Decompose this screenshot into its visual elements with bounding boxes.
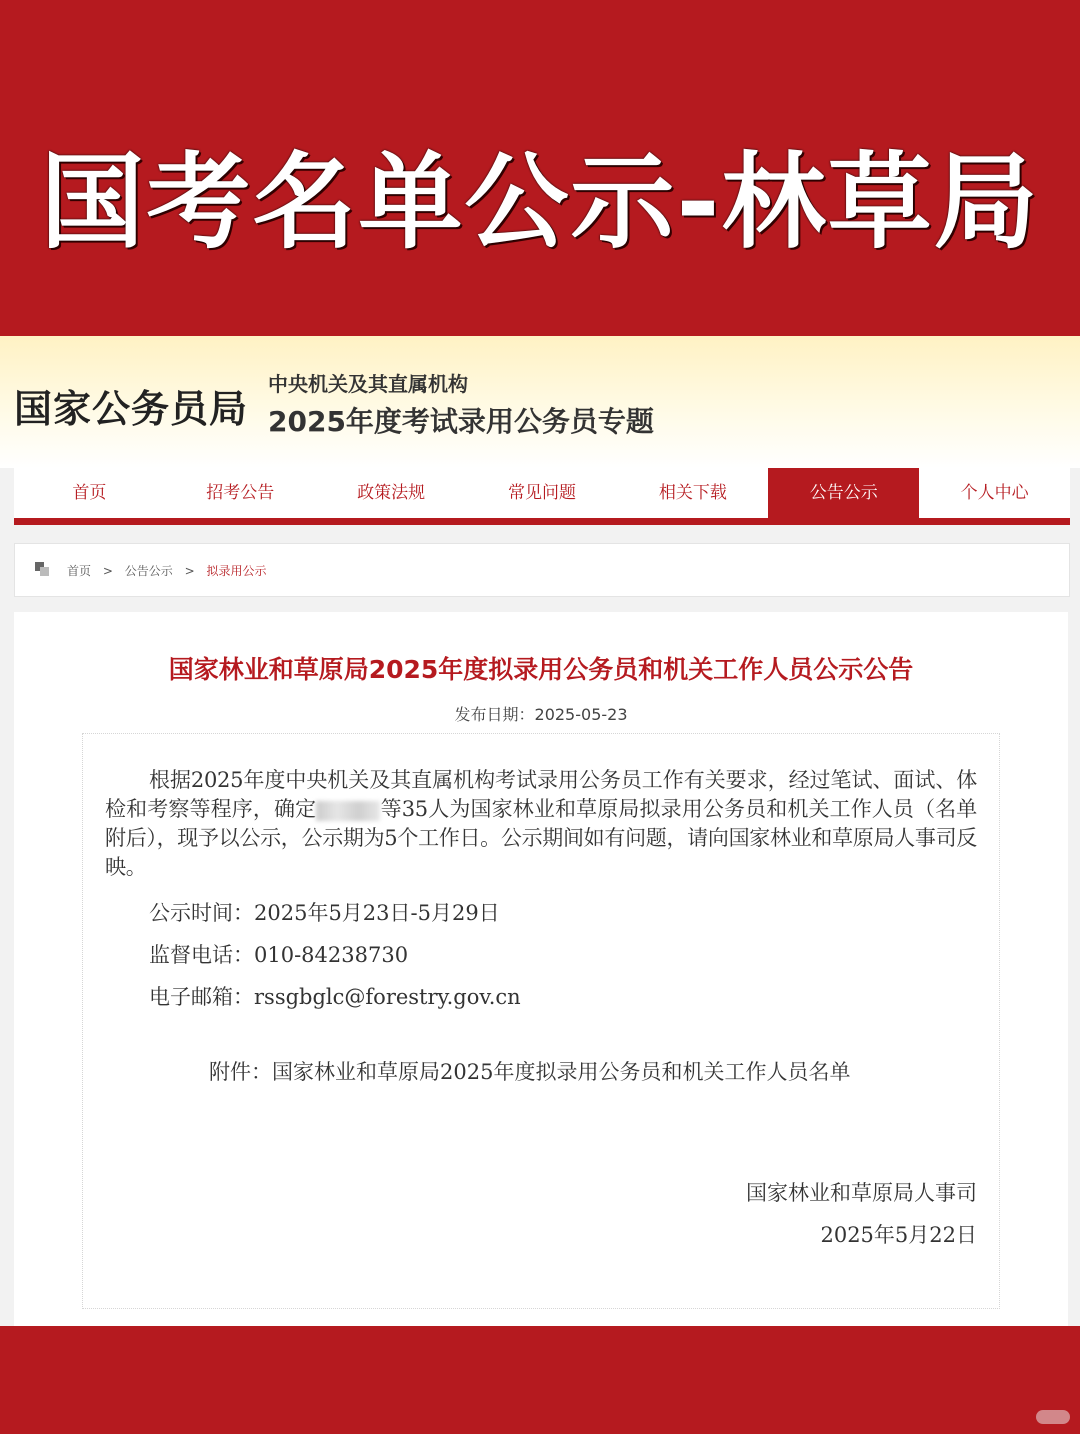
period-label: 公示时间：: [149, 901, 254, 925]
watermark-badge: [1036, 1410, 1070, 1424]
breadcrumb: [14, 543, 1070, 597]
location-icon: [35, 562, 49, 576]
article-body: [82, 733, 1000, 1309]
nav-item-home[interactable]: 首页: [72, 483, 107, 503]
site-subtitle: 中央机关及其直属机构: [268, 372, 468, 396]
publish-date: [14, 702, 1068, 725]
email-value[interactable]: rssgbglc@forestry.gov.cn: [254, 985, 521, 1009]
period-value: 2025年5月23日-5月29日: [254, 901, 500, 925]
nav-item-faq[interactable]: 常见问题: [508, 483, 576, 503]
supervision-phone: [149, 939, 408, 969]
site-topic-title: 2025年度考试录用公务员专题: [268, 405, 654, 438]
contact-email: [149, 981, 521, 1011]
nav-item-downloads[interactable]: 相关下载: [658, 483, 727, 503]
webpage-screenshot: [0, 336, 1080, 1326]
main-nav: [14, 468, 1070, 518]
redacted-name: [316, 801, 380, 821]
breadcrumb-separator: >: [184, 564, 195, 578]
nav-item-announcements[interactable]: 公告公示: [768, 468, 919, 518]
article-paragraph: [105, 766, 977, 882]
article-title: 国家林业和草原局2025年度拟录用公务员和机关工作人员公示公告: [168, 655, 914, 684]
publish-date-label: 发布日期：: [454, 705, 535, 724]
publicity-period: [149, 897, 500, 927]
publish-date-value: 2025-05-23: [534, 705, 628, 724]
signature-org: 国家林业和草原局人事司: [746, 1181, 977, 1205]
signature-date: 2025年5月22日: [820, 1223, 977, 1247]
attachment-label: 附件：: [209, 1060, 272, 1084]
site-header: [0, 336, 1080, 468]
breadcrumb-home-link[interactable]: 首页: [67, 564, 92, 578]
attachment-link[interactable]: 国家林业和草原局2025年度拟录用公务员和机关工作人员名单: [272, 1060, 851, 1084]
phone-value: 010-84238730: [254, 943, 409, 967]
banner: [0, 0, 1080, 336]
nav-item-personal-center[interactable]: 个人中心: [960, 483, 1029, 503]
breadcrumb-current[interactable]: 拟录用公示: [206, 564, 267, 578]
email-label: 电子邮箱：: [149, 985, 254, 1009]
nav-item-policies[interactable]: 政策法规: [357, 483, 426, 503]
paragraph-text-1: 根据2025年度中央机关及其直属机构考试录用公务员工作有关要求，经过笔试、面试、体检和考察等程序，确定: [105, 768, 977, 821]
breadcrumb-announcements-link[interactable]: 公告公示: [124, 564, 173, 578]
attachment: [209, 1056, 850, 1086]
site-logo[interactable]: 国家公务员局: [14, 387, 249, 431]
paragraph-text-2: 等35人为国家林业和草原局拟录用公务员和机关工作人员（名单附后），现予以公示，公示期为5个工作日。公示期间如有问题，请向国家林业和草原局人事司反映。: [105, 797, 977, 879]
article: [14, 612, 1068, 1326]
breadcrumb-separator: >: [102, 564, 113, 578]
nav-item-recruitment[interactable]: 招考公告: [206, 483, 275, 503]
nav-underline-bar: [14, 518, 1070, 525]
phone-label: 监督电话：: [149, 943, 254, 967]
banner-title: 国考名单公示-林草局: [40, 141, 1040, 263]
